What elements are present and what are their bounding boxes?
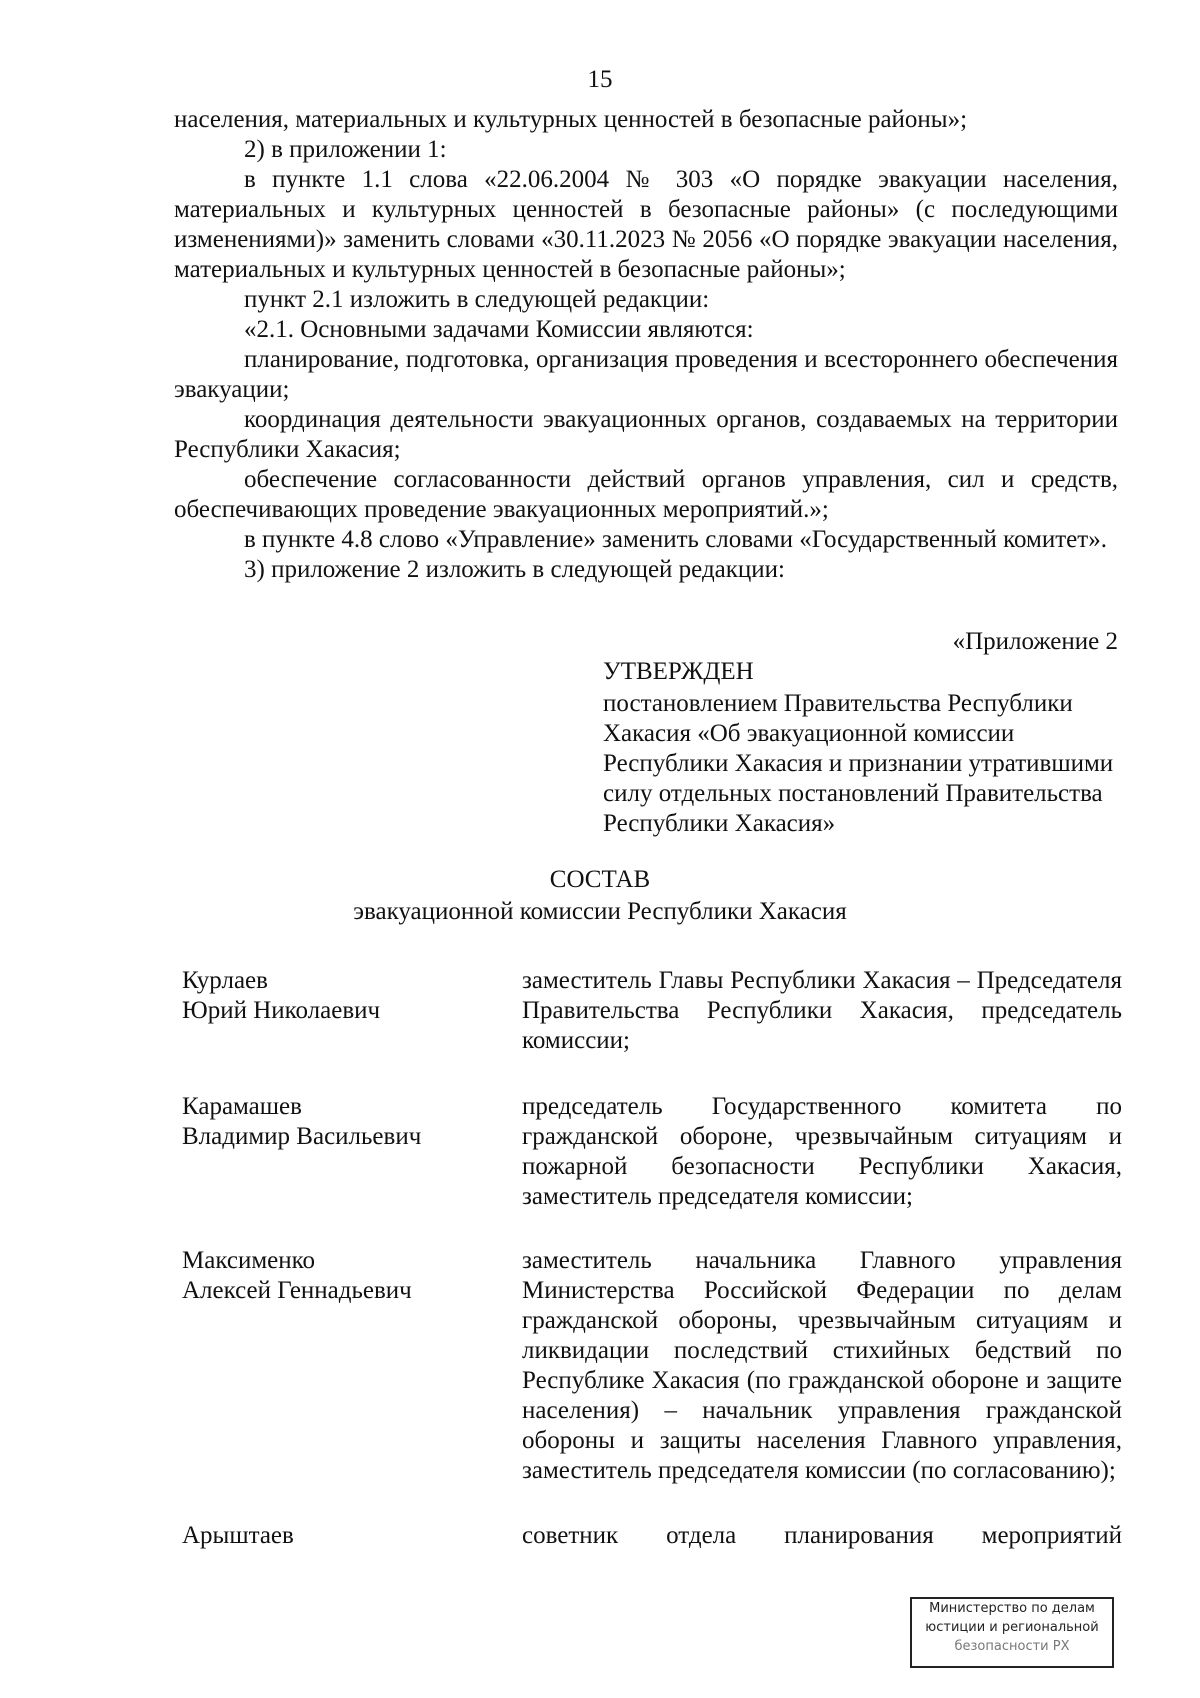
registration-stamp bbox=[910, 1597, 1114, 1668]
composition-title: СОСТАВ bbox=[549, 866, 651, 893]
member-role: председатель Государственного комитета по гражданской обороне, чрезвычайным ситуациям и пожарной безопасности Республики Хакасия, заместитель председателя комиссии; bbox=[522, 1093, 1122, 1210]
member-name bbox=[182, 1521, 502, 1551]
member-surname: Курлаев bbox=[182, 967, 268, 994]
body-text bbox=[174, 105, 1118, 585]
approval-title: УТВЕРЖДЕН bbox=[603, 658, 754, 685]
stamp-line: юстиции и региональной bbox=[925, 1620, 1099, 1635]
member-role: заместитель Главы Республики Хакасия – Председателя Правительства Республики Хакасия, председатель комиссии; bbox=[522, 967, 1122, 1054]
approval-text: постановлением Правительства Республики Хакасия «Об эвакуационной комиссии Республики Хакасия и признании утратившими силу отдельных постановлений Правительства Республики Хакасия» bbox=[603, 690, 1114, 837]
page-number: 15 bbox=[587, 66, 613, 93]
paragraph: обеспечение согласованности действий органов управления, сил и средств, обеспечивающих проведение эвакуационных мероприятий.»; bbox=[174, 466, 1118, 523]
member-name bbox=[182, 1246, 502, 1306]
member-given-name: Алексей Геннадьевич bbox=[182, 1277, 412, 1304]
paragraph: «2.1. Основными задачами Комиссии являются: bbox=[244, 316, 754, 343]
member-surname: Карамашев bbox=[182, 1093, 302, 1120]
paragraph: населения, материальных и культурных ценностей в безопасные районы»; bbox=[174, 106, 968, 133]
member-name bbox=[182, 1092, 502, 1152]
paragraph: в пункте 1.1 слова «22.06.2004 № 303 «О порядке эвакуации населения, материальных и культурных ценностей в безопасные районы» (с последующими изменениями)» заменить словами «30.11.2023 № 2056 «О порядке эвакуации населения, материальных и культурных ценностей в безопасные районы»; bbox=[174, 166, 1118, 283]
paragraph: координация деятельности эвакуационных органов, создаваемых на территории Республики Хакасия; bbox=[174, 406, 1118, 463]
member-given-name: Владимир Васильевич bbox=[182, 1123, 422, 1150]
member-surname: Арыштаев bbox=[182, 1522, 294, 1549]
paragraph: планирование, подготовка, организация проведения и всестороннего обеспечения эвакуации; bbox=[174, 346, 1118, 403]
member-name bbox=[182, 966, 502, 1026]
member-given-name: Юрий Николаевич bbox=[182, 997, 381, 1024]
stamp-line: безопасности РХ bbox=[954, 1639, 1070, 1654]
member-role: советник отдела планирования мероприятий bbox=[522, 1522, 1122, 1549]
member-role: заместитель начальника Главного управления Министерства Российской Федерации по делам гражданской обороны, чрезвычайным ситуациям и ликвидации последствий стихийных бедствий по Республике Хакасия (по гражданской обороне и защите населения) – начальник управления гражданской обороны и защиты населения Главного управления, заместитель председателя комиссии (по согласованию); bbox=[522, 1247, 1122, 1484]
appendix-label: «Приложение 2 bbox=[952, 628, 1118, 655]
paragraph: 3) приложение 2 изложить в следующей редакции: bbox=[244, 556, 785, 583]
paragraph: 2) в приложении 1: bbox=[244, 136, 447, 163]
paragraph: пункт 2.1 изложить в следующей редакции: bbox=[244, 286, 710, 313]
paragraph: в пункте 4.8 слово «Управление» заменить словами «Государственный комитет». bbox=[244, 526, 1107, 553]
stamp-line: Министерство по делам bbox=[929, 1601, 1095, 1616]
approval-block bbox=[603, 657, 1123, 839]
composition-subtitle: эвакуационной комиссии Республики Хакасия bbox=[353, 898, 847, 925]
member-surname: Максименко bbox=[182, 1247, 315, 1274]
